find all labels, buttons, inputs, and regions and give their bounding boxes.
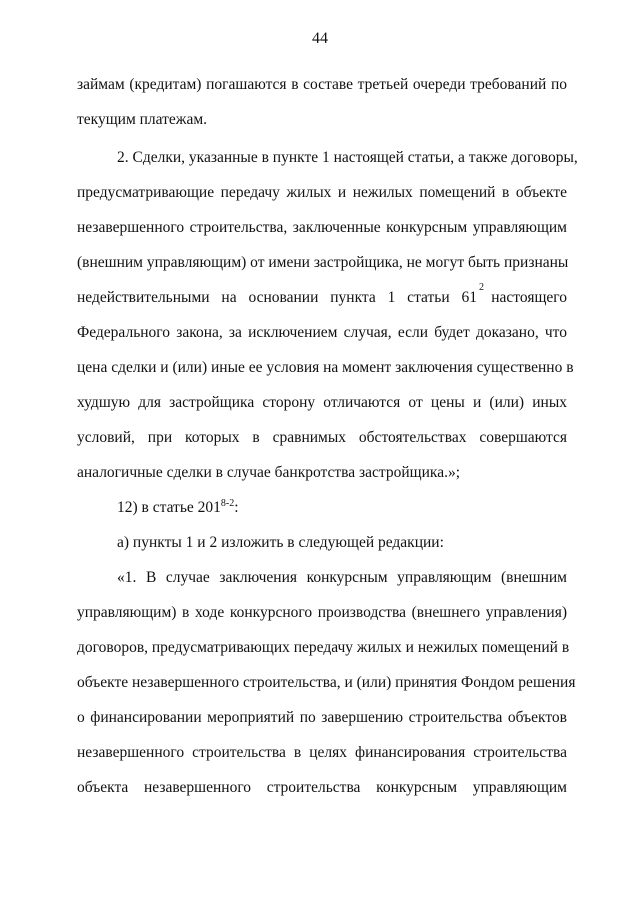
text-line: аналогичные сделки в случае банкротства застройщика.»; — [77, 464, 461, 481]
text-line: (внешним управляющим) от имени застройщика, не могут быть признаны — [77, 254, 569, 271]
text-line: незавершенного строительства в целях финансирования строительства — [77, 744, 567, 761]
text-segment: настоящего — [491, 289, 567, 306]
text-line: Федерального закона, за исключением случая, если будет доказано, что — [77, 324, 567, 341]
text-line: займам (кредитам) погашаются в составе третьей очереди требований по — [77, 76, 567, 93]
text-line-with-superscript — [117, 498, 567, 518]
text-line: управляющим) в ходе конкурсного производства (внешнего управления) — [77, 604, 567, 621]
text-line: «1. В случае заключения конкурсным управляющим (внешним — [117, 569, 567, 586]
text-line: а) пункты 1 и 2 изложить в следующей редакции: — [117, 534, 444, 551]
text-line: договоров, предусматривающих передачу жилых и нежилых помещений в — [77, 639, 570, 656]
superscript: 8-2 — [220, 497, 235, 509]
text-line: условий, при которых в сравнимых обстоятельствах совершаются — [77, 429, 567, 446]
superscript: 2 — [479, 282, 484, 293]
text-line: о финансировании мероприятий по завершению строительства объектов — [77, 709, 567, 726]
text-segment: : — [234, 499, 239, 516]
text-segment: 12) в статье 201 — [117, 499, 221, 516]
page-number: 44 — [312, 30, 328, 47]
text-line: 2. Сделки, указанные в пункте 1 настоящей статьи, а также договоры, — [117, 149, 578, 166]
text-segment: недействительными на основании пункта 1 статьи 61 — [77, 289, 477, 306]
text-line: незавершенного строительства, заключенные конкурсным управляющим — [77, 219, 567, 236]
text-line: предусматривающие передачу жилых и нежилых помещений в объекте — [77, 184, 567, 201]
text-line: объекте незавершенного строительства, и (или) принятия Фондом решения — [77, 674, 576, 691]
text-line: цена сделки и (или) иные ее условия на момент заключения существенно в — [77, 359, 574, 376]
text-line: худшую для застройщика сторону отличаются от цены и (или) иных — [77, 394, 567, 411]
text-line: текущим платежам. — [77, 111, 208, 128]
text-line: объекта незавершенного строительства конкурсным управляющим — [77, 779, 567, 796]
